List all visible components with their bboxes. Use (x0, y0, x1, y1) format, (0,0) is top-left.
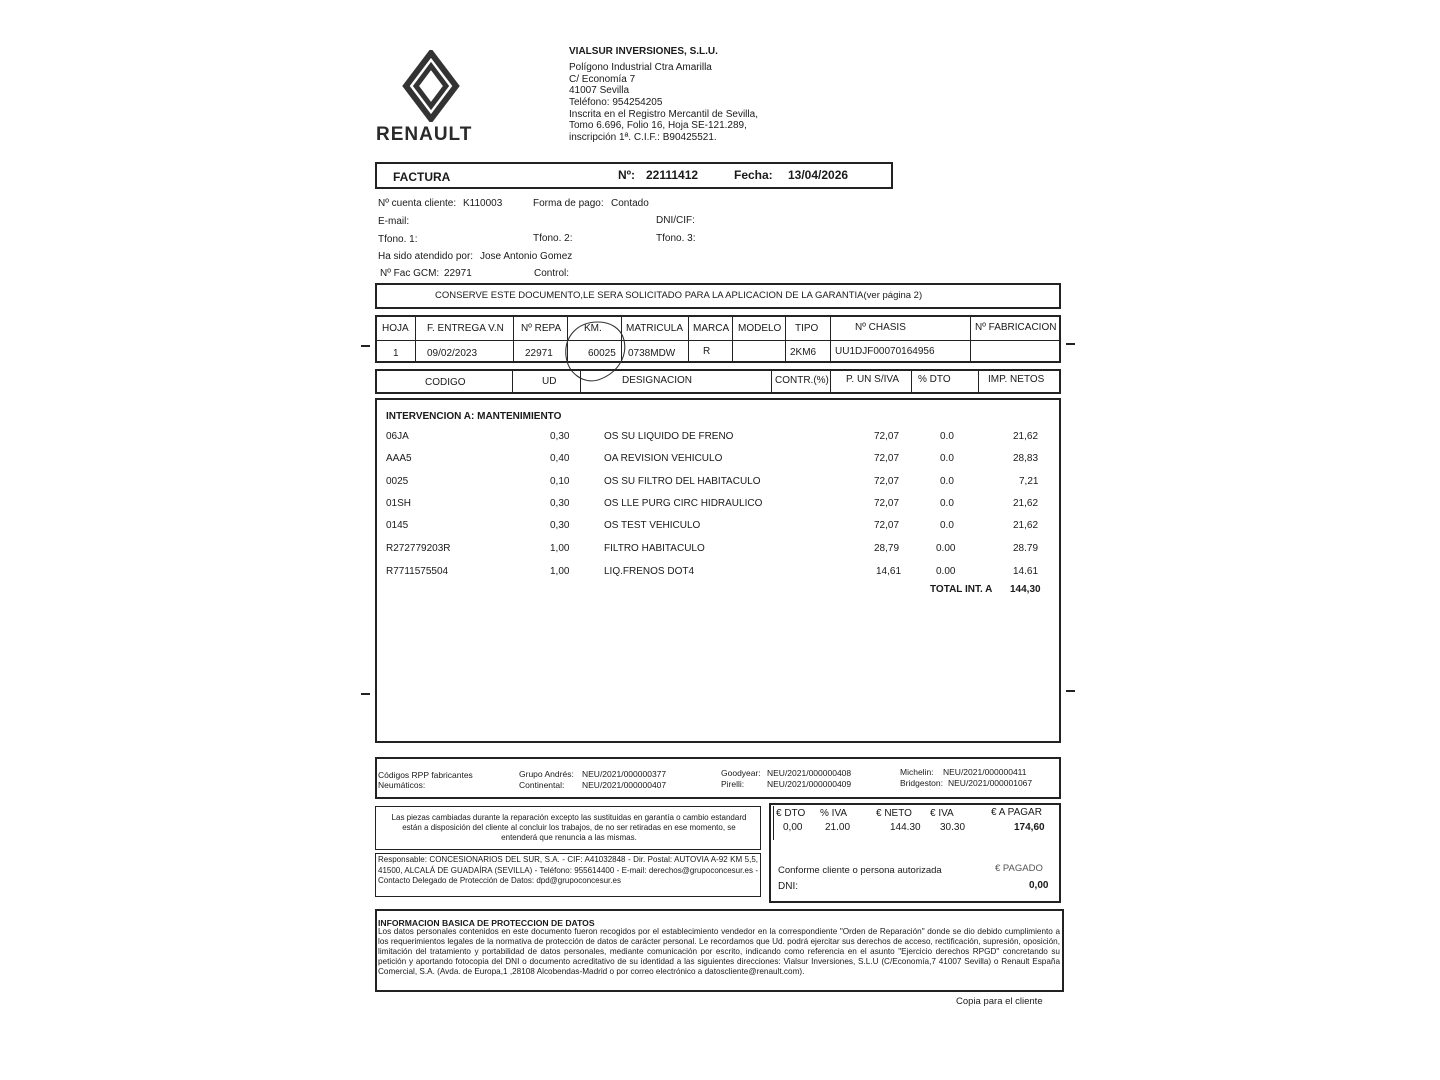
vehicle-hoja: 1 (393, 348, 399, 359)
line-dto: 0.0 (940, 476, 954, 487)
renault-logo (396, 50, 466, 122)
rpp-name: Continental: (519, 780, 565, 790)
rpp-code: NEU/2021/000000411 (943, 767, 1027, 777)
vehicle-header-hoja: HOJA (382, 323, 409, 334)
vehicle-km: 60025 (588, 348, 616, 359)
margin-mark (361, 345, 370, 347)
control-label: Control: (534, 268, 570, 279)
line-price: 72,07 (874, 453, 900, 464)
line-ud: 0,30 (550, 520, 570, 531)
totals-header-neto: € NETO (876, 808, 912, 819)
line-net: 21,62 (1013, 520, 1039, 531)
line-ud: 0,30 (550, 498, 570, 509)
company-address-line: Tomo 6.696, Folio 16, Hoja SE-121.289, (569, 120, 747, 131)
line-desc: OA REVISION VEHICULO (604, 453, 723, 464)
totals-header-iva: € IVA (930, 808, 954, 819)
line-code: 01SH (386, 498, 412, 509)
lines-header-net: IMP. NETOS (988, 374, 1045, 385)
invoice-number-label: Nº: (618, 168, 636, 182)
vehicle-header-marca: MARCA (693, 323, 730, 334)
line-dto: 0.00 (936, 566, 956, 577)
line-desc: OS TEST VEHICULO (604, 520, 701, 531)
lines-header-price: P. UN S/IVA (846, 374, 899, 385)
conforme-label: Conforme cliente o persona autorizada (778, 865, 942, 876)
margin-mark (1066, 343, 1075, 345)
totals-header-dto: € DTO (776, 808, 806, 819)
fac-gcm-value: 22971 (444, 268, 472, 279)
vehicle-header-tipo: TIPO (795, 323, 819, 334)
lines-header-box (375, 369, 1061, 394)
company-address-line: Teléfono: 954254205 (569, 97, 663, 108)
intervention-title: INTERVENCION A: MANTENIMIENTO (386, 411, 562, 422)
line-dto: 0.00 (936, 543, 956, 554)
line-ud: 0,10 (550, 476, 570, 487)
line-code: 0025 (386, 476, 409, 487)
attended-value: Jose Antonio Gomez (480, 251, 573, 262)
company-address-line: Polígono Industrial Ctra Amarilla (569, 62, 712, 73)
fac-gcm-label: Nº Fac GCM: (380, 268, 440, 279)
responsible-text: Responsable: CONCESIONARIOS DEL SUR, S.A. - CIF: A41032848 - Dir. Postal: AUTOVIA A-92 KM 5,5, 41500, ALCALÁ DE GUADAÍRA (SEVILLA) - Teléfono: 955614400 - E-mail: derechos@grupoconcesur.es - Contacto Delegado de Protección de Datos: dpd@grupoconcesur.es (378, 855, 758, 885)
rpp-name: Pirelli: (721, 779, 745, 789)
line-price: 14,61 (876, 566, 902, 577)
vehicle-repa: 22971 (525, 348, 553, 359)
line-price: 28,79 (874, 543, 900, 554)
company-address-line: Inscrita en el Registro Mercantil de Sevilla, (569, 109, 758, 120)
attended-label: Ha sido atendido por: (378, 251, 474, 262)
vehicle-chasis: UU1DJF00070164956 (835, 346, 935, 357)
rpp-tyres-label: Neumáticos: (378, 780, 426, 790)
line-price: 72,07 (874, 520, 900, 531)
dni-label: DNI: (778, 881, 798, 892)
line-dto: 0.0 (940, 498, 954, 509)
vehicle-entrega: 09/02/2023 (427, 348, 478, 359)
line-net: 28.79 (1013, 543, 1039, 554)
email-label: E-mail: (378, 216, 410, 227)
table-row (386, 543, 1046, 557)
line-dto: 0.0 (940, 520, 954, 531)
line-dto: 0.0 (940, 431, 954, 442)
phone1-label: Tfono. 1: (378, 234, 418, 245)
line-price: 72,07 (874, 431, 900, 442)
line-code: R272779203R (386, 543, 451, 554)
vehicle-header-chasis: Nº CHASIS (855, 322, 906, 333)
invoice-title: FACTURA (393, 170, 451, 184)
table-row (386, 431, 1046, 445)
invoice-number: 22111412 (646, 168, 699, 182)
vehicle-header-modelo: MODELO (738, 323, 782, 334)
line-net: 21,62 (1013, 431, 1039, 442)
account-value: K110003 (463, 198, 503, 209)
totals-header-pagar: € A PAGAR (991, 807, 1042, 818)
phone2-label: Tfono. 2: (533, 233, 573, 244)
line-code: 06JA (386, 431, 409, 442)
line-net: 21,62 (1013, 498, 1039, 509)
rpp-code: NEU/2021/000000377 (582, 769, 667, 779)
company-name: VIALSUR INVERSIONES, S.L.U. (569, 46, 718, 57)
vehicle-header-fabricacion: Nº FABRICACION (975, 322, 1057, 333)
data-protection-text: Los datos personales contenidos en este documento fueron recogidos por el establecimiento vendedor en la correspondiente "Orden de Reparación" donde se dio debido cumplimiento a los requerimientos legales de la normativa de protección de datos de carácter personal. Le recordamos que Ud. podrá ejercitar sus derechos de acceso, rectificación, supresión, oposición, limitación del tratamiento y portabilidad de datos personales, mediante comunicación por escrito, indicando como referencia en el asunto "Ejercicio derechos RPGD" concretando su petición y aportando fotocopia del DNI o documento acreditativo de su identidad a las siguientes direcciones: Vialsur Inversiones, S.L.U (C/Economía,7 41007 Sevilla) o Renault España Comercial, S.A. (Avda. de Europa,1 ,28108 Alcobendas-Madrid o por correo electrónico a datoscliente@renault.com). (378, 927, 1060, 976)
vehicle-header-repa: Nº REPA (521, 323, 562, 334)
line-ud: 0,40 (550, 453, 570, 464)
pagado-value: 0,00 (1029, 880, 1049, 891)
line-desc: OS SU FILTRO DEL HABITACULO (604, 476, 761, 487)
line-ud: 1,00 (550, 566, 570, 577)
totals-header-iva-pct: % IVA (820, 808, 848, 819)
table-row (386, 453, 1046, 467)
dni-cif-label: DNI/CIF: (656, 215, 695, 226)
total-intervention-label: TOTAL INT. A (930, 584, 993, 595)
copy-note: Copia para el cliente (956, 996, 1043, 1007)
margin-mark (361, 693, 370, 695)
table-row (386, 566, 1046, 580)
rpp-code: NEU/2021/000000407 (582, 780, 667, 790)
line-dto: 0.0 (940, 453, 954, 464)
rpp-name: Michelin: (900, 767, 934, 777)
vehicle-header-km: KM. (584, 323, 602, 334)
lines-header-ud: UD (542, 376, 557, 387)
line-desc: OS SU LIQUIDO DE FRENO (604, 431, 734, 442)
line-net: 7,21 (1019, 476, 1039, 487)
totals-dto: 0,00 (783, 822, 803, 833)
parts-notice: Las piezas cambiadas durante la reparación excepto las sustituidas en garantía o cambio estandard están a disposición del cliente al concluir los trabajos, de no ser retiradas en ese momento, se entenderá que renuncia a las mismas. (391, 813, 747, 842)
totals-pagar: 174,60 (1014, 822, 1045, 833)
line-code: AAA5 (386, 453, 412, 464)
total-intervention-value: 144,30 (1010, 584, 1041, 595)
company-address-line: C/ Economía 7 (569, 74, 636, 85)
rpp-label: Códigos RPP fabricantes (378, 770, 473, 780)
line-price: 72,07 (874, 476, 900, 487)
totals-iva: 30.30 (940, 822, 966, 833)
payment-value: Contado (611, 198, 649, 209)
invoice-date-label: Fecha: (734, 168, 773, 182)
line-net: 28,83 (1013, 453, 1039, 464)
lines-header-designacion: DESIGNACION (622, 375, 693, 386)
rpp-code: NEU/2021/000000408 (767, 768, 852, 778)
table-row (386, 520, 1046, 534)
line-desc: LIQ.FRENOS DOT4 (604, 566, 695, 577)
data-protection-title: INFORMACION BASICA DE PROTECCION DE DATOS (378, 918, 595, 928)
table-row (386, 476, 1046, 490)
totals-neto: 144.30 (890, 822, 921, 833)
line-desc: FILTRO HABITACULO (604, 543, 705, 554)
account-label: Nº cuenta cliente: (378, 198, 457, 209)
vehicle-header-entrega: F. ENTREGA V.N (427, 323, 504, 334)
line-ud: 1,00 (550, 543, 570, 554)
lines-header-codigo: CODIGO (425, 377, 466, 388)
line-desc: OS LLE PURG CIRC HIDRAULICO (604, 498, 763, 509)
vehicle-marca: R (703, 346, 711, 357)
rpp-name: Goodyear: (721, 768, 761, 778)
renault-diamond-icon (396, 50, 466, 122)
rpp-code: NEU/2021/000001067 (948, 778, 1033, 788)
invoice-date: 13/04/2026 (788, 168, 849, 182)
table-row (386, 498, 1046, 512)
company-address-line: 41007 Sevilla (569, 85, 630, 96)
margin-mark (1066, 690, 1075, 692)
vehicle-matricula: 0738MDW (628, 348, 676, 359)
line-net: 14.61 (1013, 566, 1039, 577)
vehicle-tipo: 2KM6 (790, 347, 817, 358)
phone3-label: Tfono. 3: (656, 233, 696, 244)
totals-iva-pct: 21.00 (825, 822, 851, 833)
rpp-name: Grupo Andrés: (519, 769, 574, 779)
vehicle-header-matricula: MATRICULA (626, 323, 684, 334)
line-price: 72,07 (874, 498, 900, 509)
renault-wordmark: RENAULT (376, 124, 473, 145)
line-ud: 0,30 (550, 431, 570, 442)
lines-header-dto: % DTO (918, 374, 951, 385)
line-code: 0145 (386, 520, 409, 531)
payment-label: Forma de pago: (533, 198, 604, 209)
line-code: R7711575504 (386, 566, 449, 577)
rpp-code: NEU/2021/000000409 (767, 779, 852, 789)
warranty-notice: CONSERVE ESTE DOCUMENTO,LE SERA SOLICITADO PARA LA APLICACION DE LA GARANTIA(ver página 2) (435, 290, 923, 301)
pagado-label: € PAGADO (995, 863, 1043, 874)
lines-header-contr: CONTR.(%) (775, 375, 829, 386)
company-address-line: inscripción 1ª. C.I.F.: B90425521. (569, 132, 717, 143)
rpp-name: Bridgeston: (900, 778, 943, 788)
